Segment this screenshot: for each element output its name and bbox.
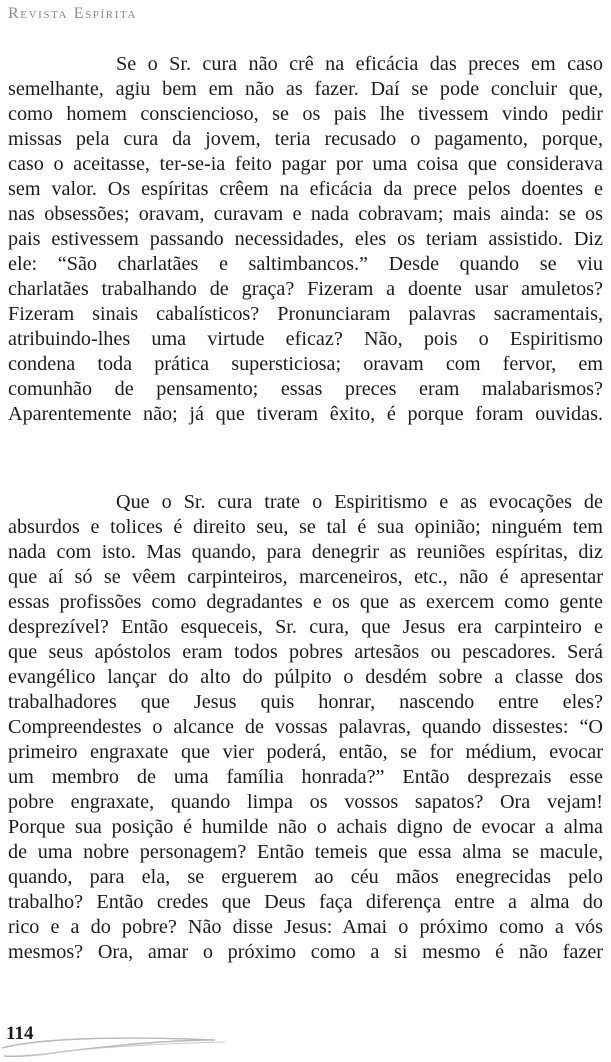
text-line: quando, para ela, se erguerem ao céu mãos enegrecidas pelo (8, 866, 603, 888)
text-line: que aí só se vêem carpinteiros, marceneiros, etc., não é apresentar (8, 566, 603, 588)
text-line: atribuindo-lhes uma virtude eficaz? Não, pois o Espiritismo (8, 328, 603, 350)
text-line: condena toda prática supersticiosa; oravam com fervor, em (8, 353, 603, 375)
text-line: trabalhadores que Jesus quis honrar, nascendo entre eles? (8, 691, 603, 713)
text-line: absurdos e tolices é direito seu, se tal é sua opinião; ninguém tem (8, 516, 603, 538)
text-line: rico e a do pobre? Não disse Jesus: Amai o próximo como a vós (8, 916, 603, 938)
text-line: trabalho? Então credes que Deus faça diferença entre a alma do (8, 891, 603, 913)
text-line: nada com isto. Mas quando, para denegrir as reuniões espíritas, diz (8, 541, 603, 563)
text-line: comunhão de pensamento; essas preces eram malabarismos? (8, 378, 603, 400)
text-line: Compreendestes o alcance de vossas palavras, quando dissestes: “O (8, 716, 603, 738)
text-line: Fizeram sinais cabalísticos? Pronunciaram palavras sacramentais, (8, 303, 603, 325)
text-line: Se o Sr. cura não crê na eficácia das preces em caso (116, 53, 603, 75)
text-line: charlatães trabalhando de graça? Fizeram a doente usar amuletos? (8, 278, 603, 300)
text-line: pobre engraxate, quando limpa os vossos sapatos? Ora vejam! (8, 791, 603, 813)
page-number: 114 (6, 1023, 34, 1044)
paragraph-2 (8, 490, 603, 965)
text-line: como homem consciencioso, se os pais lhe tivessem vindo pedir (8, 103, 603, 125)
text-line: Aparentemente não; já que tiveram êxito, é porque foram ouvidas. (8, 403, 603, 425)
text-line: mesmos? Ora, amar o próximo como a si mesmo é não fazer (8, 941, 603, 963)
text-line: semelhante, agiu bem em não as fazer. Daí se pode concluir que, (8, 78, 603, 100)
text-line: Que o Sr. cura trate o Espiritismo e as evocações de (116, 491, 603, 513)
text-line: caso o aceitasse, ter-se-ia feito pagar por uma coisa que considerava (8, 153, 603, 175)
text-line: sem valor. Os espíritas crêem na eficácia da prece pelos doentes e (8, 178, 603, 200)
text-line: evangélico lançar do alto do púlpito o desdém sobre a classe dos (8, 666, 603, 688)
text-line: Porque sua posição é humilde não o achais digno de evocar a alma (8, 816, 603, 838)
text-line: missas pela cura da jovem, teria recusado o pagamento, porque, (8, 128, 603, 150)
running-header: Revista Espírita (8, 5, 137, 22)
text-line: um membro de uma família honrada?” Então desprezais esse (8, 766, 603, 788)
decorative-flourish (0, 1026, 230, 1062)
text-line: ele: “São charlatães e saltimbancos.” Desde quando se viu (8, 253, 603, 275)
text-line: essas profissões como degradantes e os que as exercem como gente (8, 591, 603, 613)
paragraph-1 (8, 52, 603, 427)
text-line: nas obsessões; oravam, curavam e nada cobravam; mais ainda: se os (8, 203, 603, 225)
text-line: de uma nobre personagem? Então temeis que essa alma se macule, (8, 841, 603, 863)
text-line: que seus apóstolos eram todos pobres artesãos ou pescadores. Será (8, 641, 603, 663)
text-line: desprezível? Então esqueceis, Sr. cura, que Jesus era carpinteiro e (8, 616, 603, 638)
text-line: pais estivessem passando necessidades, eles os teriam assistido. Diz (8, 228, 603, 250)
text-line: primeiro engraxate que vier poderá, então, se for médium, evocar (8, 741, 603, 763)
